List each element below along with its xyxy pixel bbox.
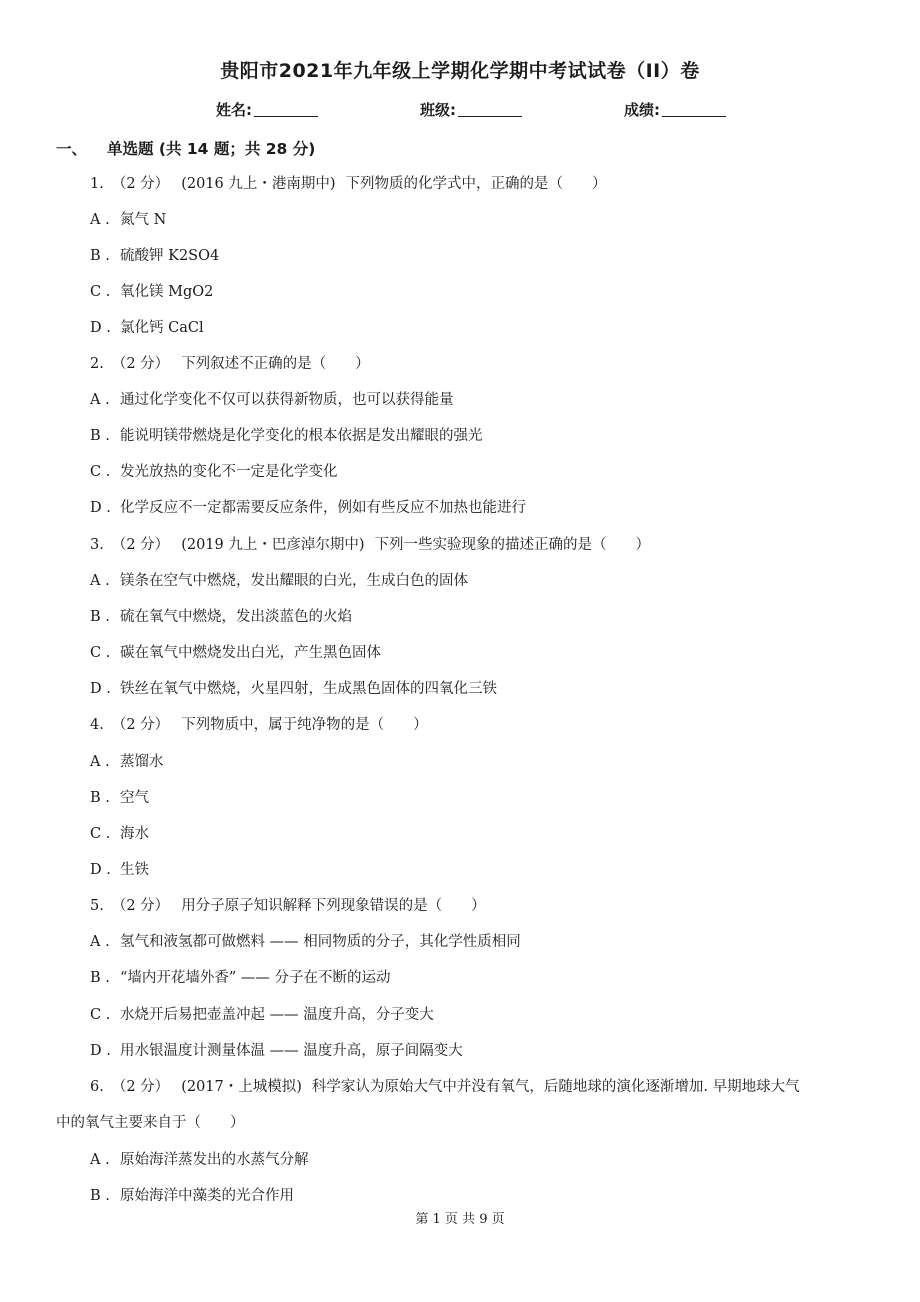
option-letter: D . [90, 681, 111, 697]
question-3-stem [90, 535, 650, 555]
option-text: 氯化钙 CaCl [120, 320, 204, 336]
option-text: 镁条在空气中燃烧，发出耀眼的白光，生成白色的固体 [120, 573, 468, 589]
question-text: 下列一些实验现象的描述正确的是（ ） [374, 537, 651, 553]
question-1-stem [90, 174, 607, 194]
option-letter: A . [90, 573, 110, 589]
option-letter: D . [90, 1043, 111, 1059]
question-5-option-c [90, 1005, 434, 1025]
option-letter: B . [90, 1188, 110, 1204]
option-letter: A . [90, 212, 110, 228]
question-text: 科学家认为原始大气中并没有氧气，后随地球的演化逐渐增加. 早期地球大气 [311, 1079, 800, 1095]
option-letter: D . [90, 862, 111, 878]
question-2-option-a [90, 390, 454, 410]
question-score: （2 分） [111, 898, 170, 914]
option-letter: A . [90, 754, 110, 770]
option-text: 化学反应不一定都需要反应条件，例如有些反应不加热也能进行 [120, 500, 526, 516]
name-blank [254, 101, 318, 117]
question-3-option-a [90, 571, 468, 591]
page-footer: 第 1 页 共 9 页 [415, 1212, 505, 1227]
option-text: 铁丝在氧气中燃烧，火星四射，生成黑色固体的四氧化三铁 [120, 681, 497, 697]
option-text: 硫在氧气中燃烧，发出淡蓝色的火焰 [120, 609, 352, 625]
option-text: 通过化学变化不仅可以获得新物质，也可以获得能量 [120, 392, 454, 408]
option-letter: B . [90, 790, 110, 806]
option-letter: C . [90, 826, 111, 842]
question-number: 2. [90, 356, 104, 372]
option-text: 氮气 N [120, 212, 167, 228]
option-letter: B . [90, 970, 110, 986]
question-2-option-d [90, 498, 526, 518]
option-letter: A . [90, 392, 110, 408]
question-number: 6. [90, 1079, 104, 1095]
option-letter: D . [90, 320, 111, 336]
option-text: “墙内开花墙外香” —— 分子在不断的运动 [120, 970, 391, 986]
option-text: 原始海洋中藻类的光合作用 [120, 1188, 294, 1204]
question-text: 下列物质的化学式中，正确的是（ ） [345, 176, 607, 192]
section-title: 单选题 (共 14 题；共 28 分) [107, 140, 316, 158]
question-5-option-a [90, 932, 521, 952]
question-5-option-b [90, 968, 391, 988]
option-letter: B . [90, 609, 110, 625]
question-1-option-a [90, 210, 166, 230]
option-text: 硫酸钾 K2SO4 [120, 248, 220, 264]
score-label: 成绩: [624, 101, 660, 119]
option-text: 海水 [120, 826, 149, 842]
question-5-option-d [90, 1041, 463, 1061]
option-letter: C . [90, 645, 111, 661]
student-info-row [0, 99, 920, 121]
exam-title: 贵阳市2021年九年级上学期化学期中考试试卷（II）卷 [220, 60, 700, 82]
question-score: （2 分） [111, 176, 170, 192]
question-3-option-d [90, 679, 497, 699]
question-2-option-c [90, 462, 338, 482]
question-4-option-d [90, 860, 149, 880]
question-4-stem [90, 715, 428, 735]
option-text: 用水银温度计测量体温 —— 温度升高，原子间隔变大 [120, 1043, 463, 1059]
option-letter: B . [90, 428, 110, 444]
score-field [624, 99, 726, 120]
question-score: （2 分） [111, 537, 170, 553]
section-heading [56, 137, 315, 159]
question-text: 用分子原子知识解释下列现象错误的是（ ） [181, 898, 486, 914]
option-letter: C . [90, 464, 111, 480]
question-1-option-b [90, 246, 219, 266]
question-score: （2 分） [111, 356, 170, 372]
question-score: （2 分） [111, 1079, 170, 1095]
score-blank [662, 101, 726, 117]
question-4-option-c [90, 824, 149, 844]
question-6-stem-continued: 中的氧气主要来自于（ ） [56, 1115, 245, 1131]
question-6-stem [90, 1077, 800, 1097]
option-letter: A . [90, 934, 110, 950]
option-text: 原始海洋蒸发出的水蒸气分解 [120, 1152, 309, 1168]
question-2-stem [90, 354, 370, 374]
question-number: 5. [90, 898, 104, 914]
class-field [420, 99, 522, 120]
option-text: 生铁 [120, 862, 149, 878]
option-text: 碳在氧气中燃烧发出白光，产生黑色固体 [120, 645, 381, 661]
question-3-option-b [90, 607, 352, 627]
option-letter: D . [90, 500, 111, 516]
question-number: 3. [90, 537, 104, 553]
class-label: 班级: [420, 101, 456, 119]
question-2-option-b [90, 426, 483, 446]
option-letter: B . [90, 248, 110, 264]
option-letter: C . [90, 284, 111, 300]
option-text: 能说明镁带燃烧是化学变化的根本依据是发出耀眼的强光 [120, 428, 483, 444]
question-4-option-a [90, 752, 164, 772]
name-field [216, 99, 318, 120]
question-6-option-b [90, 1186, 294, 1206]
question-source: (2017・上城模拟) [181, 1079, 302, 1095]
question-1-option-c [90, 282, 213, 302]
option-text: 氢气和液氢都可做燃料 —— 相同物质的分子，其化学性质相同 [120, 934, 521, 950]
question-number: 4. [90, 717, 104, 733]
option-text: 氧化镁 MgO2 [120, 284, 214, 300]
question-4-option-b [90, 788, 149, 808]
question-6-option-a [90, 1150, 309, 1170]
option-text: 空气 [120, 790, 149, 806]
question-5-stem [90, 896, 486, 916]
option-letter: C . [90, 1007, 111, 1023]
question-score: （2 分） [111, 717, 170, 733]
question-source: (2019 九上・巴彦淖尔期中) [181, 537, 365, 553]
question-1-option-d [90, 318, 204, 338]
question-3-option-c [90, 643, 381, 663]
question-text: 下列物质中，属于纯净物的是（ ） [181, 717, 428, 733]
option-text: 蒸馏水 [120, 754, 164, 770]
question-number: 1. [90, 176, 104, 192]
name-label: 姓名: [216, 101, 252, 119]
section-number: 一、 [56, 140, 88, 158]
question-text: 下列叙述不正确的是（ ） [181, 356, 370, 372]
class-blank [458, 101, 522, 117]
option-text: 发光放热的变化不一定是化学变化 [120, 464, 338, 480]
option-letter: A . [90, 1152, 110, 1168]
question-source: (2016 九上・港南期中) [181, 176, 336, 192]
option-text: 水烧开后易把壶盖冲起 —— 温度升高，分子变大 [120, 1007, 434, 1023]
